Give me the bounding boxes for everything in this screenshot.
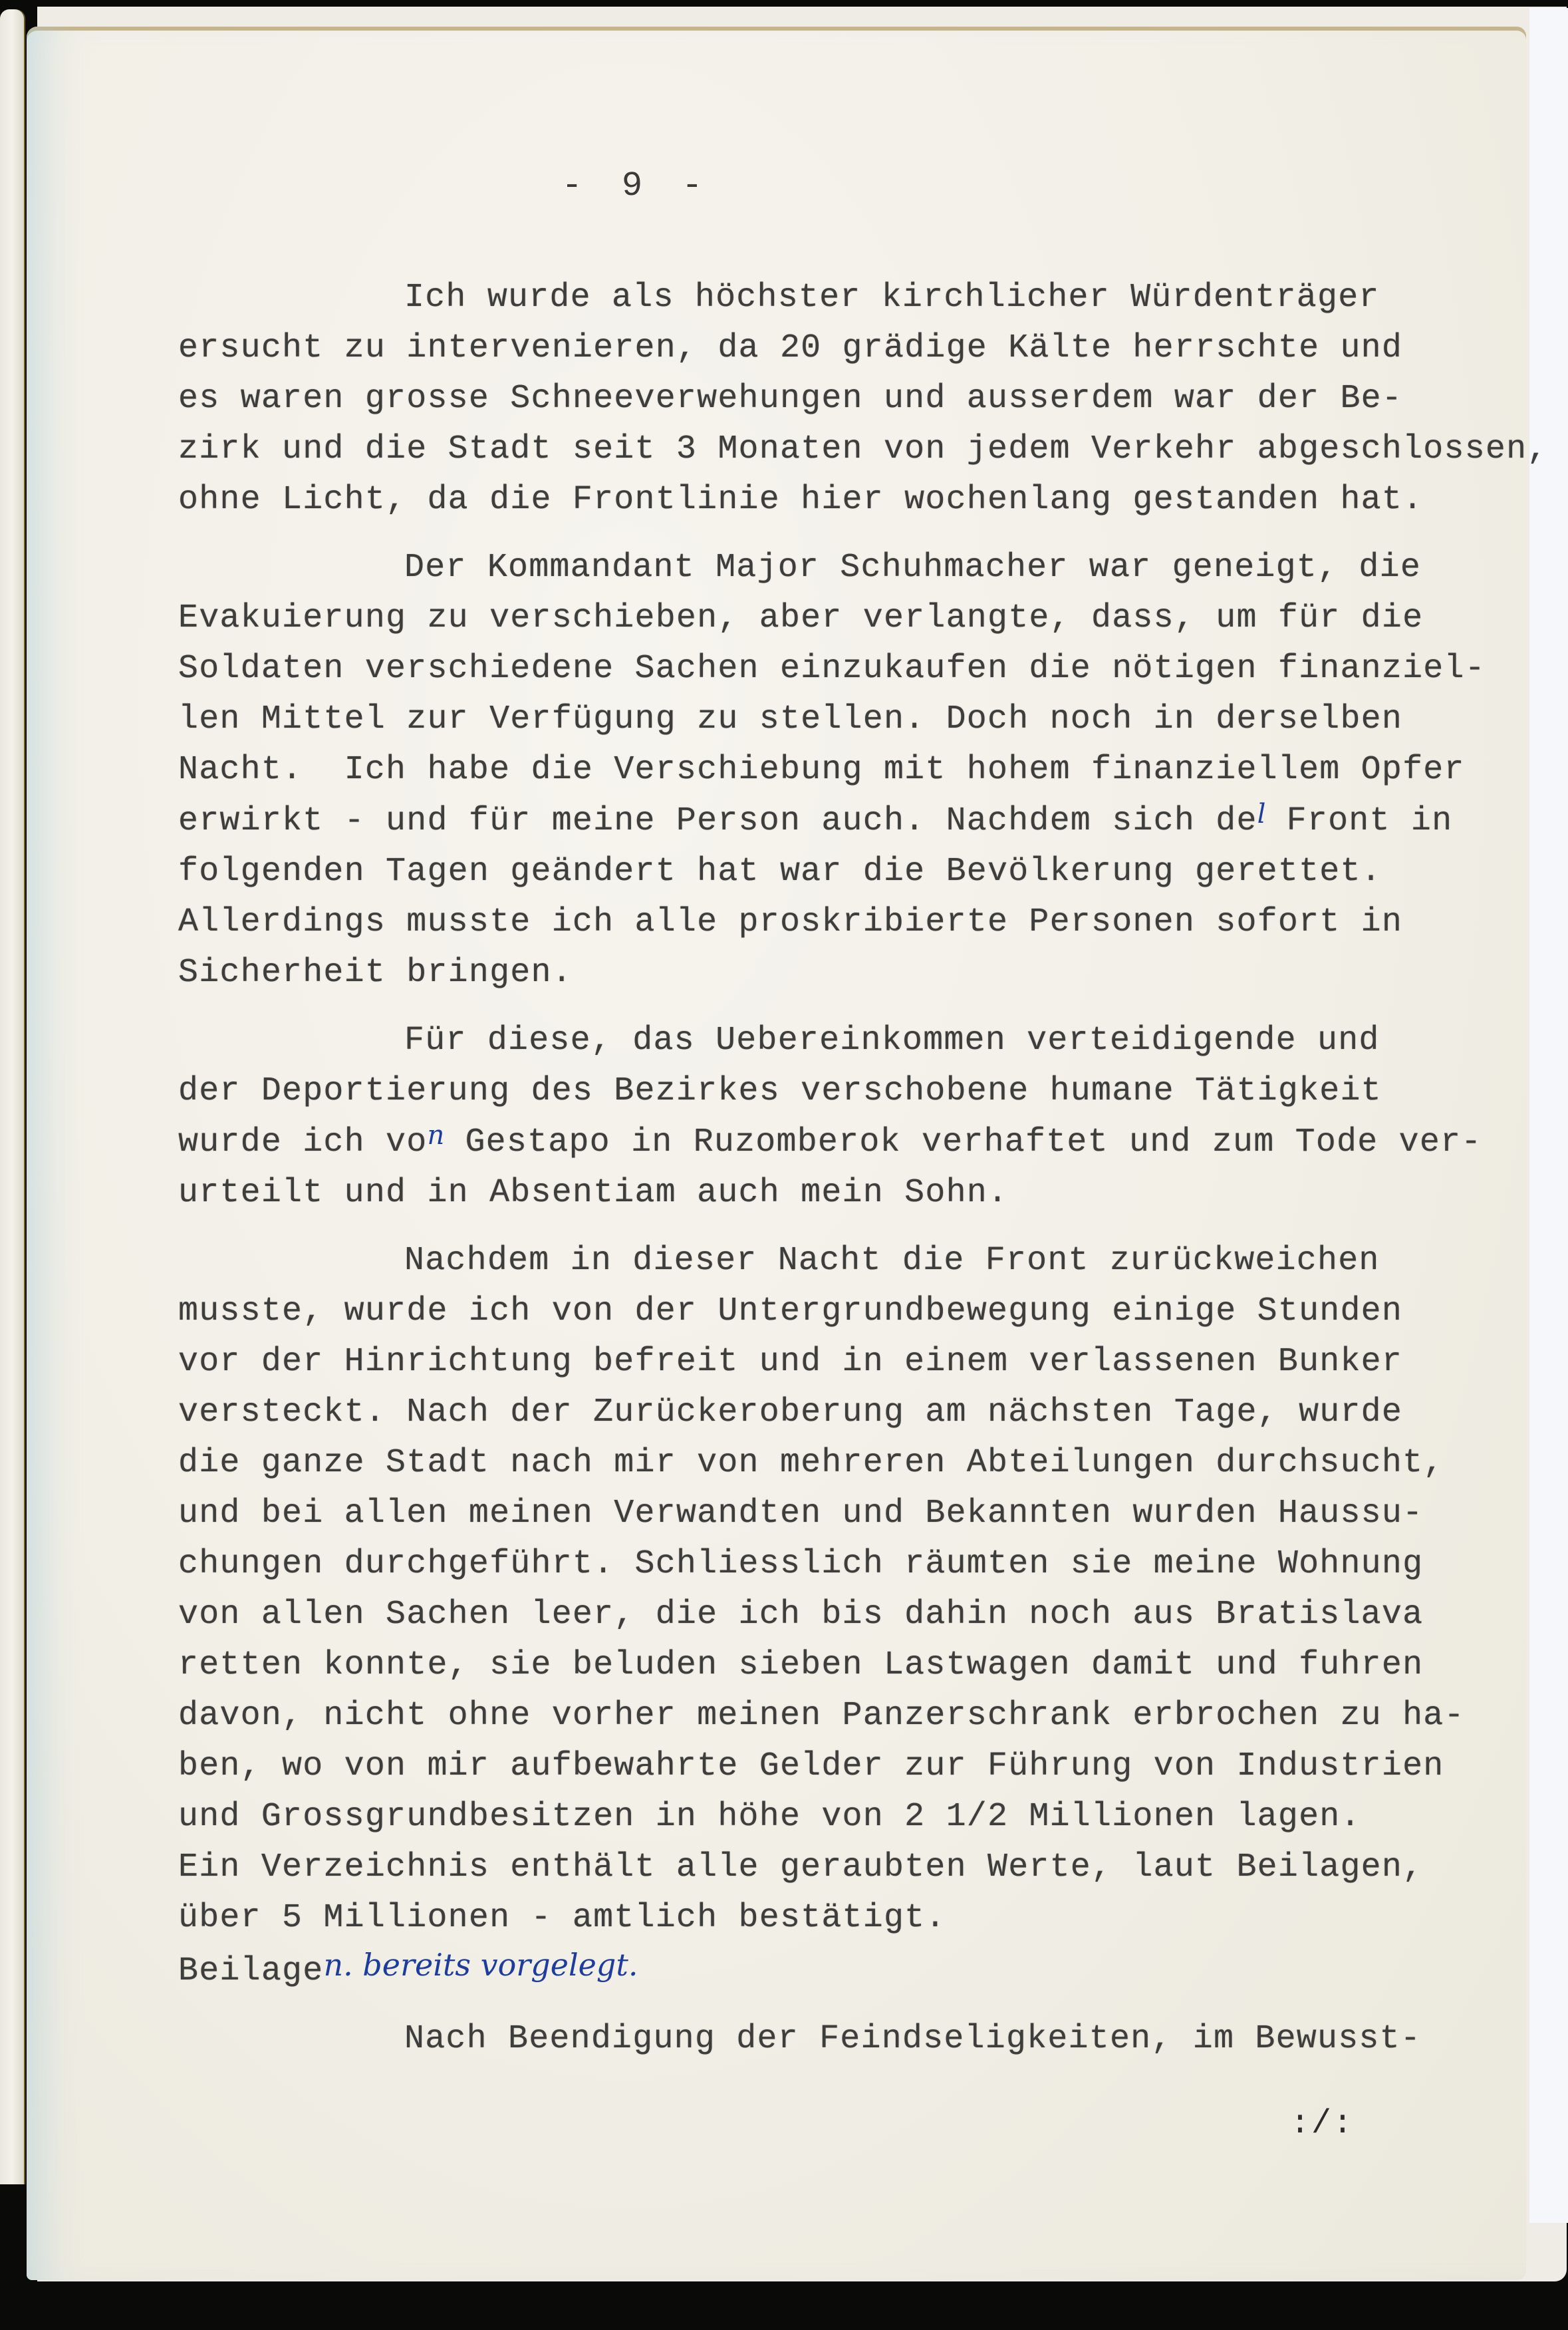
handwritten-correction: l <box>1257 799 1266 829</box>
page-number: - 9 - <box>561 166 712 206</box>
enclosure-label: Beilage <box>178 1952 324 1990</box>
text-line: musste, wurde ich von der Untergrundbewegung einige Stunden <box>178 1292 1403 1330</box>
text-line: ersucht zu intervenieren, da 20 grädige Kälte herrschte und <box>178 329 1403 367</box>
continuation-mark: :/: <box>1290 2105 1355 2143</box>
text-line: ben, wo von mir aufbewahrte Gelder zur Führung von Industrien <box>178 1747 1444 1785</box>
text-line: die ganze Stadt nach mir von mehreren Abteilungen durchsucht, <box>178 1444 1444 1482</box>
typed-text: Front in <box>1265 802 1453 840</box>
text-line: Soldaten verschiedene Sachen einzukaufen die nötigen finanziel- <box>178 650 1486 688</box>
paragraph-end-of-hostilities <box>178 2014 1541 2065</box>
text-line: Der Kommandant Major Schuhmacher war geneigt, die <box>404 549 1422 587</box>
text-line: Evakuierung zu verschieben, aber verlangte, dass, um für die <box>178 599 1424 637</box>
text-line: Sicherheit bringen. <box>178 954 573 992</box>
paragraph-arrest <box>178 1016 1541 1219</box>
enclosure-line <box>178 1944 1541 1997</box>
text-line: über 5 Millionen - amtlich bestätigt. <box>178 1899 946 1937</box>
text-line: und Grossgrundbesitzen in höhe von 2 1/2 Millionen lagen. <box>178 1798 1361 1836</box>
paragraph-liberation <box>178 1236 1541 1997</box>
text-line: urteilt und in Absentiam auch mein Sohn. <box>178 1174 1009 1212</box>
text-line: Nachdem in dieser Nacht die Front zurückweichen <box>404 1242 1380 1280</box>
document-body <box>178 273 1548 2065</box>
text-line: Ein Verzeichnis enthält alle geraubten Werte, laut Beilagen, <box>178 1848 1424 1886</box>
text-line: davon, nicht ohne vorher meinen Panzerschrank erbrochen zu ha- <box>178 1697 1465 1735</box>
text-line: es waren grosse Schneeverwehungen und ausserdem war der Be- <box>178 380 1403 418</box>
text-line: zirk und die Stadt seit 3 Monaten von jedem Verkehr abgeschlossen, <box>178 430 1548 468</box>
text-line: folgenden Tagen geändert hat war die Bevölkerung gerettet. <box>178 853 1382 891</box>
text-line: ohne Licht, da die Frontlinie hier wochenlang gestanden hat. <box>178 481 1424 519</box>
text-line: Allerdings musste ich alle proskribierte Personen sofort in <box>178 903 1403 941</box>
text-line: und bei allen meinen Verwandten und Bekannten wurden Haussu- <box>178 1495 1424 1532</box>
text-line: Ich wurde als höchster kirchlicher Würdenträger <box>404 279 1380 317</box>
text-line: von allen Sachen leer, die ich bis dahin noch aus Bratislava <box>178 1596 1424 1634</box>
text-line-with-correction <box>178 1117 1541 1168</box>
text-line: Für diese, das Uebereinkommen verteidigende und <box>404 1022 1380 1060</box>
text-line: der Deportierung des Bezirkes verschobene humane Tätigkeit <box>178 1072 1382 1110</box>
text-line: vor der Hinrichtung befreit und in einem verlassenen Bunker <box>178 1343 1403 1381</box>
text-line: versteckt. Nach der Zurückeroberung am nächsten Tage, wurde <box>178 1393 1403 1431</box>
document-page <box>27 27 1548 2280</box>
paragraph-commandant <box>178 543 1541 998</box>
binding-edge <box>0 9 24 2184</box>
typed-text: wurde ich vo <box>178 1123 428 1161</box>
typed-text: erwirkt - und für meine Person auch. Nachdem sich de <box>178 802 1257 840</box>
handwritten-correction: n <box>427 1120 445 1151</box>
text-line: len Mittel zur Verfügung zu stellen. Doch noch in derselben <box>178 700 1403 738</box>
text-line-with-correction <box>178 796 1541 847</box>
text-line: Nach Beendigung der Feindseligkeiten, im Bewusst- <box>404 2020 1422 2058</box>
paragraph-intervention <box>178 273 1548 525</box>
handwritten-annotation: n. bereits vorgelegt. <box>323 1947 638 1983</box>
typed-text: Gestapo in Ruzomberok verhaftet und zum Tode ver- <box>444 1123 1482 1161</box>
text-line: retten konnte, sie beluden sieben Lastwagen damit und fuhren <box>178 1646 1424 1684</box>
text-line: Nacht. Ich habe die Verschiebung mit hohem finanziellem Opfer <box>178 751 1465 789</box>
text-line: chungen durchgeführt. Schliesslich räumten sie meine Wohnung <box>178 1545 1424 1583</box>
